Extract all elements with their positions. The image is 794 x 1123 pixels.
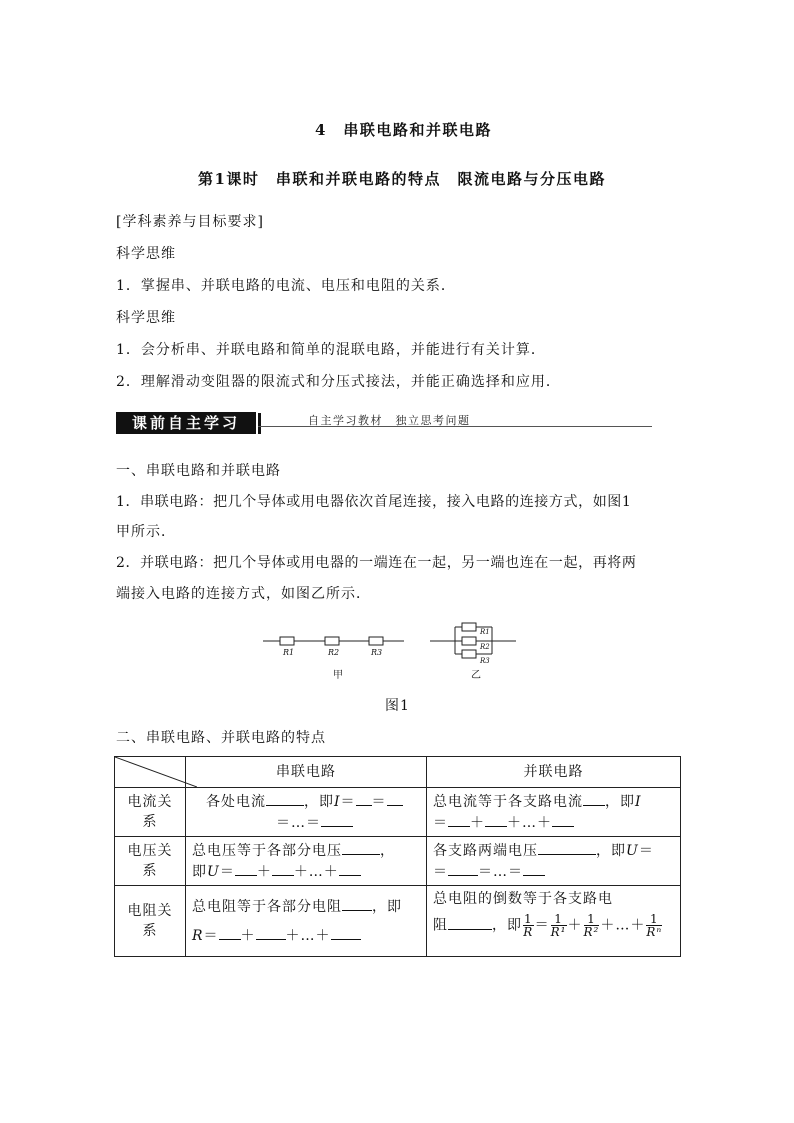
- series-label-r1: R1: [283, 648, 295, 657]
- parallel-circuit: [430, 623, 516, 658]
- parallel-voltage-text: 各支路两端电压: [433, 843, 538, 859]
- cell-parallel-resistance: 总电阻的倒数等于各支路电 阻 ，即 $\frac{1}{R}$ ＝ $\frac{1}{\text{R¹}}$ ＋ $\frac{1}{\text{R²}}$ ＋…＋ $\frac{1}{\text{Rⁿ}}$: [427, 886, 681, 957]
- col-header-parallel: 并联电路: [427, 757, 681, 788]
- resistor-r1-series: [280, 637, 294, 645]
- corner-cell: [115, 757, 186, 788]
- section1-p2-line1: 2．并联电路：把几个导体或用电器的一端连在一起，另一端也连在一起，再将两: [116, 555, 637, 571]
- parallel-label-r1: R1: [480, 628, 490, 636]
- banner-subtitle: 自主学习教材 独立思考问题: [308, 414, 471, 427]
- section1-p1-line2: 甲所示．: [116, 524, 176, 540]
- parallel-resistance-zu: 阻: [433, 917, 448, 934]
- row-header-current: 电流关系: [115, 788, 186, 837]
- cell-series-resistance: 总电阻等于各部分电阻 ，即 R＝ ＋ ＋…＋: [186, 886, 427, 957]
- figure-caption: 图1: [385, 698, 410, 714]
- series-current-text: 各处电流: [206, 794, 266, 810]
- resistor-r2-series: [325, 637, 339, 645]
- objectives-group2-item1: 1．会分析串、并联电路和简单的混联电路，并能进行有关计算．: [116, 342, 546, 358]
- series-current-jie: ，即: [304, 794, 334, 810]
- parallel-voltage-jie: 即: [611, 843, 626, 859]
- series-resistance-jie: ，即: [372, 899, 402, 915]
- objectives-group2-title: 科学思维: [116, 310, 176, 326]
- characteristics-table: [114, 756, 681, 957]
- parallel-current-jie: ，即: [605, 794, 635, 810]
- table-header-row: [115, 757, 681, 788]
- cell-parallel-current: 总电流等于各支路电流 ，即I ＝ ＋ ＋…＋: [427, 788, 681, 837]
- objectives-group1-title: 科学思维: [116, 246, 176, 262]
- section2-heading: 二、串联电路、并联电路的特点: [116, 730, 326, 746]
- diagonal-line: [115, 757, 197, 787]
- parallel-resistance-text: 总电阻的倒数等于各支路电: [433, 891, 613, 907]
- series-voltage-jie: 即: [192, 864, 207, 880]
- objectives-group2-item2: 2．理解滑动变阻器的限流式和分压式接法，并能正确选择和应用．: [116, 374, 561, 390]
- row-header-voltage: 电压关系: [115, 837, 186, 886]
- resistor-r2-parallel: [462, 637, 476, 645]
- parallel-label-r2: R2: [480, 643, 490, 651]
- resistor-r1-parallel: [462, 623, 476, 631]
- table-row: [115, 788, 681, 837]
- section1-heading: 一、串联电路和并联电路: [116, 463, 281, 479]
- col-header-series: 串联电路: [186, 757, 427, 788]
- table-row: [115, 837, 681, 886]
- series-voltage-text: 总电压等于各部分电压: [192, 843, 342, 859]
- section-title: 4 串联电路和并联电路: [315, 121, 492, 139]
- resistor-r3-series: [369, 637, 383, 645]
- banner-label: 课前自主学习: [116, 412, 256, 434]
- lesson-title: 第1课时 串联和并联电路的特点 限流电路与分压电路: [198, 170, 606, 188]
- parallel-label-r3: R3: [480, 657, 490, 665]
- banner-divider: [258, 413, 261, 434]
- row-header-resistance: 电阻关系: [115, 886, 186, 957]
- resistor-r3-parallel: [462, 650, 476, 658]
- series-resistance-text: 总电阻等于各部分电阻: [192, 899, 342, 915]
- parallel-resistance-jie: ，即: [492, 917, 522, 934]
- cell-series-voltage: 总电压等于各部分电压 ， 即U＝ ＋ ＋…＋: [186, 837, 427, 886]
- objectives-group1-item1: 1．掌握串、并联电路的电流、电压和电阻的关系．: [116, 278, 456, 294]
- section1-p1-line1: 1．串联电路：把几个导体或用电器依次首尾连接，接入电路的连接方式，如图1: [116, 494, 632, 510]
- table-row: [115, 886, 681, 957]
- section1-p2-line2: 端接入电路的连接方式，如图乙所示．: [116, 586, 371, 602]
- series-caption: 甲: [333, 670, 343, 681]
- cell-series-current: 各处电流 ，即I＝ ＝ ＝…＝: [186, 788, 427, 837]
- series-circuit: [263, 637, 404, 645]
- figure-circuits: [258, 618, 528, 686]
- series-label-r2: R2: [328, 648, 340, 657]
- cell-parallel-voltage: 各支路两端电压 ，即U＝ ＝ ＝…＝: [427, 837, 681, 886]
- objectives-heading: [学科素养与目标要求]: [116, 214, 264, 230]
- series-label-r3: R3: [371, 648, 383, 657]
- parallel-current-text: 总电流等于各支路电流: [433, 794, 583, 810]
- parallel-caption: 乙: [471, 670, 481, 681]
